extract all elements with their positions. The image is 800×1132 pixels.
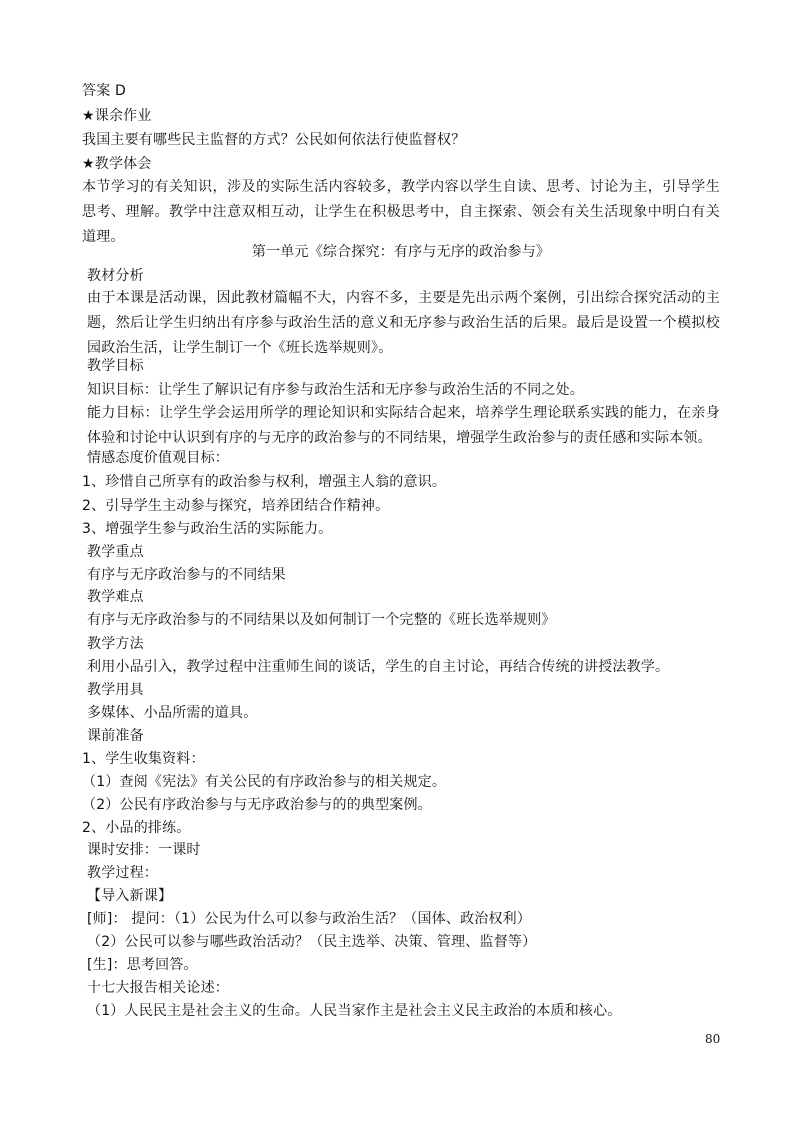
- homework-question: 我国主要有哪些民主监督的方式？公民如何依法行使监督权？: [82, 132, 466, 148]
- analysis-heading: 教材分析: [87, 268, 144, 284]
- prep-item: 2、小品的排练。: [82, 820, 191, 836]
- method-heading: 教学方法: [87, 636, 144, 652]
- prep-subitem: （2）公民有序政治参与与无序政治参与的的典型案例。: [82, 797, 432, 813]
- prep-subitem: （1）查阅《宪法》有关公民的有序政治参与的相关规定。: [82, 774, 447, 790]
- schedule-line: 课时安排：一课时: [87, 842, 201, 858]
- focus-heading: 教学重点: [87, 544, 144, 560]
- focus-text: 有序与无序政治参与的不同结果: [87, 567, 286, 583]
- ability-goal: 能力目标：让学生学会运用所学的理论知识和实际结合起来，培养学生理论联系实践的能力，在亲身体验和讨论中认识到有序的与无序的政治参与的不同结果，增强学生政治参与的责任感和实际本领。: [87, 405, 720, 446]
- emotion-item: 3、增强学生参与政治生活的实际能力。: [82, 521, 333, 537]
- student-line: [生]：思考回答。: [87, 957, 198, 973]
- prep-heading: 课前准备: [87, 728, 144, 744]
- homework-heading: ★课余作业: [82, 108, 152, 124]
- page-number: 80: [705, 1032, 721, 1046]
- method-text: 利用小品引入，教学过程中注重师生间的谈话，学生的自主讨论，再结合传统的讲授法教学。: [87, 659, 670, 675]
- difficulty-heading: 教学难点: [87, 589, 144, 605]
- teacher-line: [师]： 提问：（1）公民为什么可以参与政治生活？（国体、政治权利）: [87, 911, 532, 927]
- intro-heading: 【导入新课】: [87, 888, 173, 904]
- report-heading: 十七大报告相关论述：: [87, 980, 229, 996]
- teacher-line: （2）公民可以参与哪些政治活动？（民主选举、决策、管理、监督等）: [87, 934, 537, 950]
- answer-line: 答案 D: [82, 83, 127, 99]
- emotion-item: 1、珍惜自己所享有的政治参与权利，增强主人翁的意识。: [82, 474, 447, 490]
- tools-text: 多媒体、小品所需的道具。: [87, 705, 258, 721]
- knowledge-goal: 知识目标：让学生了解识记有序参与政治生活和无序参与政治生活的不同之处。: [87, 382, 584, 398]
- process-heading: 教学过程：: [87, 865, 158, 881]
- unit-title: 第一单元《综合探究：有序与无序的政治参与》: [251, 244, 551, 260]
- goals-heading: 教学目标: [87, 358, 144, 374]
- report-point: （1）人民民主是社会主义的生命。人民当家作主是社会主义民主政治的本质和核心。: [87, 1003, 622, 1019]
- analysis-text: 由于本课是活动课，因此教材篇幅不大，内容不多，主要是先出示两个案例，引出综合探究活动的主题，然后让学生归纳出有序参与政治生活的意义和无序参与政治生活的后果。最后是设置一个模拟校园政治生活，让学生制订一个《班长选举规则》。: [87, 290, 720, 356]
- emotion-heading: 情感态度价值观目标：: [87, 450, 229, 466]
- reflection-heading: ★教学体会: [82, 156, 152, 172]
- emotion-item: 2、引导学生主动参与探究，培养团结合作精神。: [82, 498, 390, 514]
- tools-heading: 教学用具: [87, 682, 144, 698]
- prep-item: 1、学生收集资料：: [82, 751, 205, 767]
- difficulty-text: 有序与无序政治参与的不同结果以及如何制订一个完整的《班长选举规则》: [87, 612, 556, 628]
- reflection-text: 本节学习的有关知识，涉及的实际生活内容较多，教学内容以学生自读、思考、讨论为主，引导学生思考、理解。教学中注意双相互动，让学生在积极思考中，自主探索、领会有关生活现象中明白有关道理。: [82, 179, 720, 245]
